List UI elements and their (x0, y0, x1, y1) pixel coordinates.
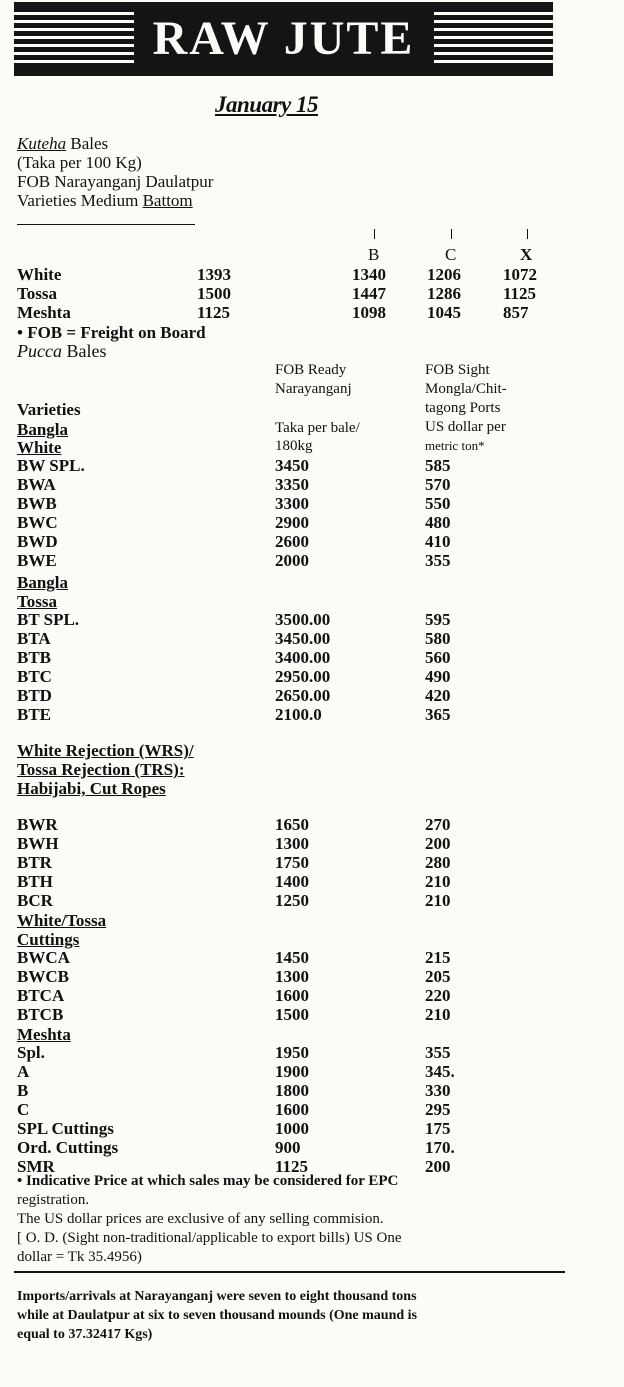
usd-price: 270 (425, 815, 451, 834)
usd-price: 215 (425, 948, 451, 967)
kuteha-row-value: 857 (503, 303, 529, 322)
taka-price: 1750 (275, 853, 309, 872)
kuteha-row-value: 1286 (427, 284, 461, 303)
variety-name: B (17, 1081, 29, 1100)
col-x-header: X (520, 245, 533, 264)
kuteha-row-name: Meshta (17, 303, 71, 322)
taka-price: 1500 (275, 1005, 309, 1024)
battom-label: Battom (142, 191, 193, 210)
note-line2: registration. (17, 1192, 90, 1208)
bangla-tossa-heading-2: Tossa (17, 592, 58, 611)
taka-price: 3450.00 (275, 629, 331, 648)
usd-price: 210 (425, 1005, 451, 1024)
cuttings-heading-1: White/Tossa (17, 911, 107, 930)
col1-header-line1: FOB Ready (275, 362, 347, 378)
col2-header-line2: Mongla/Chit- (425, 381, 507, 397)
usd-price: 420 (425, 686, 451, 705)
pucca-word: Pucca (17, 341, 62, 361)
bangla-white-heading-2: White (17, 438, 62, 457)
taka-price: 1300 (275, 834, 309, 853)
taka-price: 2900 (275, 513, 309, 532)
taka-price: 1900 (275, 1062, 309, 1081)
col1-header-line2: Narayanganj (275, 381, 352, 397)
variety-name: A (17, 1062, 30, 1081)
bangla-white-heading-1: Bangla (17, 420, 69, 439)
variety-name: BCR (17, 891, 53, 910)
variety-name: BTC (17, 667, 52, 686)
kuteha-unit: (Taka per 100 Kg) (17, 153, 142, 172)
usd-price: 210 (425, 891, 451, 910)
usd-price: 410 (425, 532, 451, 551)
taka-price: 1600 (275, 986, 309, 1005)
taka-price: 1600 (275, 1100, 309, 1119)
taka-price: 1950 (275, 1043, 309, 1062)
usd-price: 200 (425, 1157, 451, 1176)
imports-line2: while at Daulatpur at six to seven thousand mounds (One maund is (17, 1308, 417, 1323)
variety-name: Ord. Cuttings (17, 1138, 119, 1157)
bales-word: Bales (70, 134, 109, 153)
taka-price: 3300 (275, 494, 309, 513)
kuteha-row-value: 1206 (427, 265, 461, 284)
imports-line3: equal to 37.32417 Kgs) (17, 1327, 153, 1342)
usd-price: 200 (425, 834, 451, 853)
kuteha-varieties (17, 191, 193, 210)
meshta-heading: Meshta (17, 1025, 71, 1044)
taka-price: 2950.00 (275, 667, 331, 686)
variety-name: BTD (17, 686, 52, 705)
taka-price: 3500.00 (275, 610, 331, 629)
variety-name: BWE (17, 551, 57, 570)
bangla-tossa-heading-1: Bangla (17, 573, 69, 592)
taka-price: 3400.00 (275, 648, 331, 667)
usd-price: 480 (425, 513, 451, 532)
variety-name: BTB (17, 648, 52, 667)
taka-price: 2600 (275, 532, 309, 551)
col-b-header: B (368, 245, 380, 264)
variety-name: Spl. (17, 1043, 45, 1062)
usd-price: 280 (425, 853, 451, 872)
variety-name: BTH (17, 872, 53, 891)
variety-name: BWA (17, 475, 56, 494)
usd-price: 570 (425, 475, 451, 494)
note-line3: The US dollar prices are exclusive of any selling commision. (17, 1211, 384, 1227)
variety-name: BTCA (17, 986, 65, 1005)
variety-name: BT SPL. (17, 610, 80, 629)
title-banner (14, 2, 553, 76)
taka-price: 3350 (275, 475, 309, 494)
varieties-label: Varieties (17, 400, 81, 419)
usd-price: 560 (425, 648, 451, 667)
kuteha-row-value: 1340 (352, 265, 386, 284)
kuteha-row-name: White (17, 265, 62, 284)
variety-name: BW SPL. (17, 456, 85, 475)
kuteha-row-value: 1125 (503, 284, 537, 303)
col-c-header: C (445, 245, 457, 264)
kuteha-row-value: 1447 (352, 284, 386, 303)
col2-header-line3: tagong Ports (425, 400, 501, 416)
kuteha-row-value: 1393 (197, 265, 231, 284)
usd-price: 595 (425, 610, 451, 629)
usd-price: 220 (425, 986, 451, 1005)
taka-price: 3450 (275, 456, 309, 475)
taka-price: 1800 (275, 1081, 309, 1100)
usd-price: 205 (425, 967, 451, 986)
taka-price: 1000 (275, 1119, 309, 1138)
taka-price: 2100.0 (275, 705, 322, 724)
kuteha-row-name: Tossa (17, 284, 58, 303)
taka-price: 1400 (275, 872, 309, 891)
variety-name: BWR (17, 815, 58, 834)
kuteha-row-value: 1125 (197, 303, 231, 322)
tick-mark (527, 229, 528, 239)
taka-price: 1250 (275, 891, 309, 910)
variety-name: BTR (17, 853, 52, 872)
kuteha-row-value: 1045 (427, 303, 461, 322)
variety-name: BWB (17, 494, 57, 513)
rejection-heading-1: White Rejection (WRS)/ (17, 741, 194, 760)
taka-price: 2000 (275, 551, 309, 570)
usd-price: 170. (425, 1138, 455, 1157)
variety-name: SPL Cuttings (17, 1119, 114, 1138)
date-heading: January 15 (215, 92, 318, 117)
usd-price: 330 (425, 1081, 451, 1100)
usd-price: 355 (425, 551, 451, 570)
taka-price: 1300 (275, 967, 309, 986)
variety-name: BTE (17, 705, 52, 724)
tick-mark (451, 229, 452, 239)
kuteha-heading (17, 134, 108, 153)
col2-header-line5: metric ton* (425, 438, 485, 453)
variety-name: BWCB (17, 967, 69, 986)
tick-mark (374, 229, 375, 239)
taka-price: 2650.00 (275, 686, 331, 705)
kuteha-word: Kuteha (17, 134, 67, 153)
col1-header-line3: Taka per bale/ (275, 420, 360, 436)
variety-name: BWC (17, 513, 58, 532)
kuteha-fob: FOB Narayanganj Daulatpur (17, 172, 214, 191)
varieties-medium: Varieties Medium (17, 191, 139, 210)
usd-price: 585 (425, 456, 451, 475)
imports-line1: Imports/arrivals at Narayanganj were seven to eight thousand tons (17, 1289, 417, 1304)
variety-name: BWH (17, 834, 59, 853)
divider (17, 224, 195, 225)
taka-price: 900 (275, 1138, 301, 1157)
divider (14, 1271, 565, 1273)
usd-price: 550 (425, 494, 451, 513)
page-title: RAW JUTE (134, 10, 434, 68)
kuteha-row-value: 1098 (352, 303, 386, 322)
variety-name: BTA (17, 629, 51, 648)
variety-name: C (17, 1100, 30, 1119)
note-line4: [ O. D. (Sight non-traditional/applicable to export bills) US One (17, 1230, 402, 1246)
note-line5: dollar = Tk 35.4956) (17, 1249, 142, 1265)
kuteha-row-value: 1072 (503, 265, 537, 284)
variety-name: SMR (17, 1157, 55, 1176)
bales-word: Bales (66, 341, 107, 361)
variety-name: BWD (17, 532, 58, 551)
taka-price: 1125 (275, 1157, 309, 1176)
usd-price: 490 (425, 667, 451, 686)
variety-name: BTCB (17, 1005, 64, 1024)
taka-price: 1650 (275, 815, 309, 834)
usd-price: 580 (425, 629, 451, 648)
fob-footnote: • FOB = Freight on Board (17, 323, 206, 342)
usd-price: 345. (425, 1062, 455, 1081)
variety-name: BWCA (17, 948, 70, 967)
pucca-heading (17, 342, 106, 361)
rejection-heading-2: Tossa Rejection (TRS): (17, 760, 185, 779)
col1-header-line4: 180kg (275, 438, 313, 454)
usd-price: 295 (425, 1100, 451, 1119)
note-line1: • Indicative Price at which sales may be considered for EPC (17, 1173, 399, 1189)
cuttings-heading-2: Cuttings (17, 930, 80, 949)
kuteha-row-value: 1500 (197, 284, 231, 303)
usd-price: 210 (425, 872, 451, 891)
col2-header-line1: FOB Sight (425, 362, 490, 378)
rejection-heading-3: Habijabi, Cut Ropes (17, 779, 166, 798)
col2-header-line4: US dollar per (425, 419, 506, 435)
taka-price: 1450 (275, 948, 309, 967)
usd-price: 175 (425, 1119, 451, 1138)
usd-price: 365 (425, 705, 451, 724)
usd-price: 355 (425, 1043, 451, 1062)
